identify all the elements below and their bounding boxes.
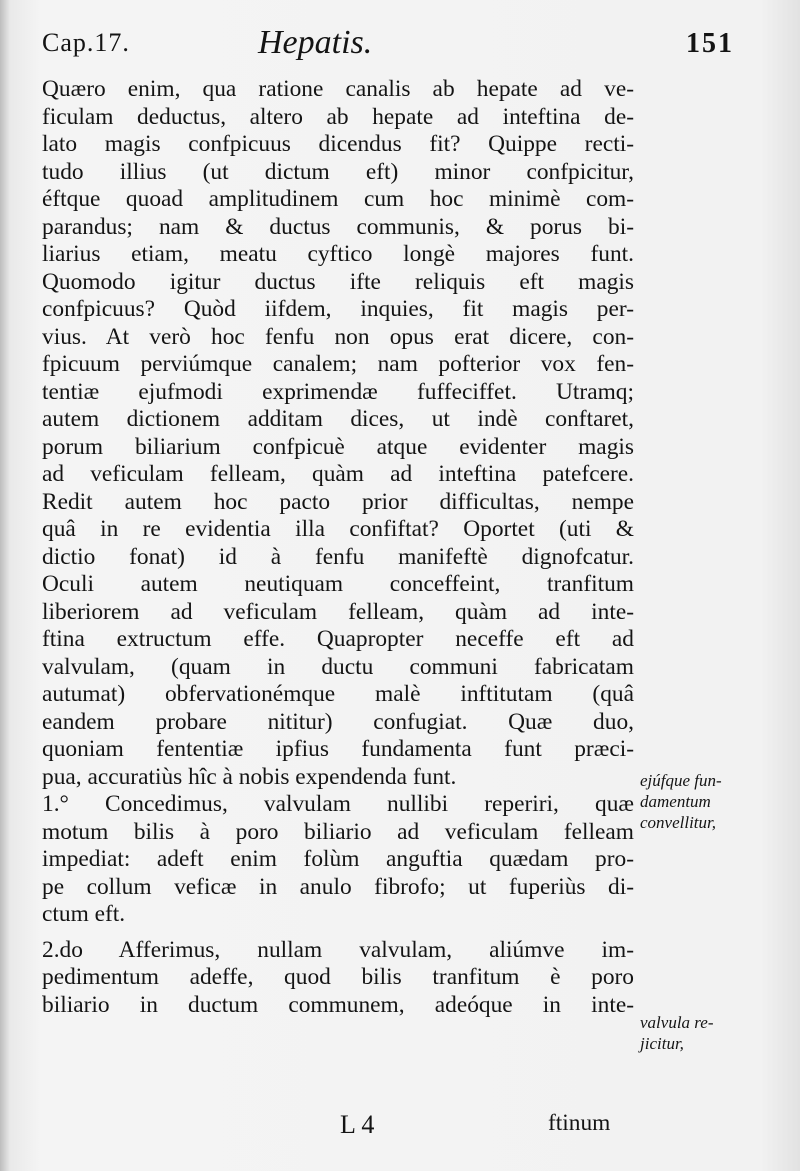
- margin-note-line: jicitur,: [640, 1034, 684, 1053]
- text-line: tentiæ ejufmodi exprimendæ fuffeciffet. Utramq;: [42, 378, 634, 405]
- text-line: ad veficulam felleam, quàm ad inteftina patefcere.: [42, 461, 634, 487]
- text-line: quâ in re evidentia illa confiftat? Oportet (uti &: [42, 516, 634, 542]
- text-line: ftina extructum effe. Quapropter neceffe eft ad: [42, 626, 634, 652]
- chapter-heading: Cap.17.: [42, 28, 130, 57]
- page-footer: [0, 1110, 800, 1150]
- text-line: ctum eft.: [42, 901, 126, 927]
- margin-note-line: ejúfque fun-: [640, 771, 722, 790]
- text-line: Redit autem hoc pacto prior difficultas, nempe: [42, 488, 634, 515]
- text-line: pedimentum adeffe, quod bilis tranfitum è poro: [42, 964, 634, 990]
- text-line: Quæro enim, qua ratione canalis ab hepate ad ve-: [42, 76, 634, 102]
- margin-note-valvula: [640, 1012, 790, 1054]
- text-line: impediat: adeft enim folùm anguftia quædam pro-: [42, 846, 634, 872]
- text-line: pua, accuratiùs hîc à nobis expendenda funt.: [42, 763, 457, 790]
- text-line: 1.° Concedimus, valvulam nullibi reperiri, quæ: [42, 791, 634, 817]
- text-line: motum bilis à poro biliario ad veficulam felleam: [42, 818, 634, 845]
- text-line: liarius etiam, meatu cyftico longè majores funt.: [42, 241, 634, 267]
- text-line: fpicuum perviúmque canalem; nam pofterior vox fen-: [42, 351, 634, 377]
- margin-note-line: valvula re-: [640, 1013, 714, 1032]
- text-line: 2.do Afferimus, nullam valvulam, aliúmve im-: [42, 936, 634, 963]
- margin-note-fundamentum: [640, 770, 790, 833]
- text-line: valvulam, (quam in ductu communi fabricatam: [42, 653, 634, 680]
- text-line: lato magis confpicuus dicendus fit? Quippe recti-: [42, 131, 634, 157]
- running-title: Hepatis.: [258, 24, 373, 61]
- text-line: autem dictionem additam dices, ut indè conftaret,: [42, 406, 634, 432]
- margin-note-line: damentum: [640, 792, 711, 811]
- text-line: vius. At verò hoc fenfu non opus erat dicere, con-: [42, 323, 634, 350]
- text-line: dictio fonat) id à fenfu manifeftè dignofcatur.: [42, 543, 634, 570]
- text-line: ficulam deductus, altero ab hepate ad inteftina de-: [42, 103, 634, 130]
- main-text-block: [42, 76, 634, 1019]
- text-line: Oculi autem neutiquam conceffeint, tranfitum: [42, 571, 634, 597]
- text-line: tudo illius (ut dictum eft) minor confpicitur,: [42, 158, 634, 185]
- text-line: éftque quoad amplitudinem cum hoc minimè com-: [42, 186, 634, 212]
- margin-note-line: convellitur,: [640, 813, 717, 832]
- catchword: ftinum: [548, 1110, 611, 1136]
- text-line: autumat) obfervationémque malè inftitutam (quâ: [42, 681, 634, 707]
- text-line: parandus; nam & ductus communis, & porus bi-: [42, 213, 634, 240]
- text-line: quoniam fententiæ ipfius fundamenta funt præci-: [42, 736, 634, 762]
- text-line: pe collum veficæ in anulo fibrofo; ut fuperiùs di-: [42, 873, 634, 900]
- text-line: eandem probare nititur) confugiat. Quæ duo,: [42, 708, 634, 735]
- running-header: [0, 18, 800, 68]
- text-line: porum biliarium confpicuè atque evidenter magis: [42, 433, 634, 460]
- text-line: Quomodo igitur ductus ifte reliquis eft magis: [42, 268, 634, 295]
- text-line: biliario in ductum communem, adeóque in inte-: [42, 991, 634, 1018]
- text-line: liberiorem ad veficulam felleam, quàm ad inte-: [42, 598, 634, 625]
- page-number: 151: [686, 28, 734, 59]
- signature-mark: L 4: [340, 1110, 375, 1139]
- text-line: confpicuus? Quòd iifdem, inquies, fit magis per-: [42, 296, 634, 322]
